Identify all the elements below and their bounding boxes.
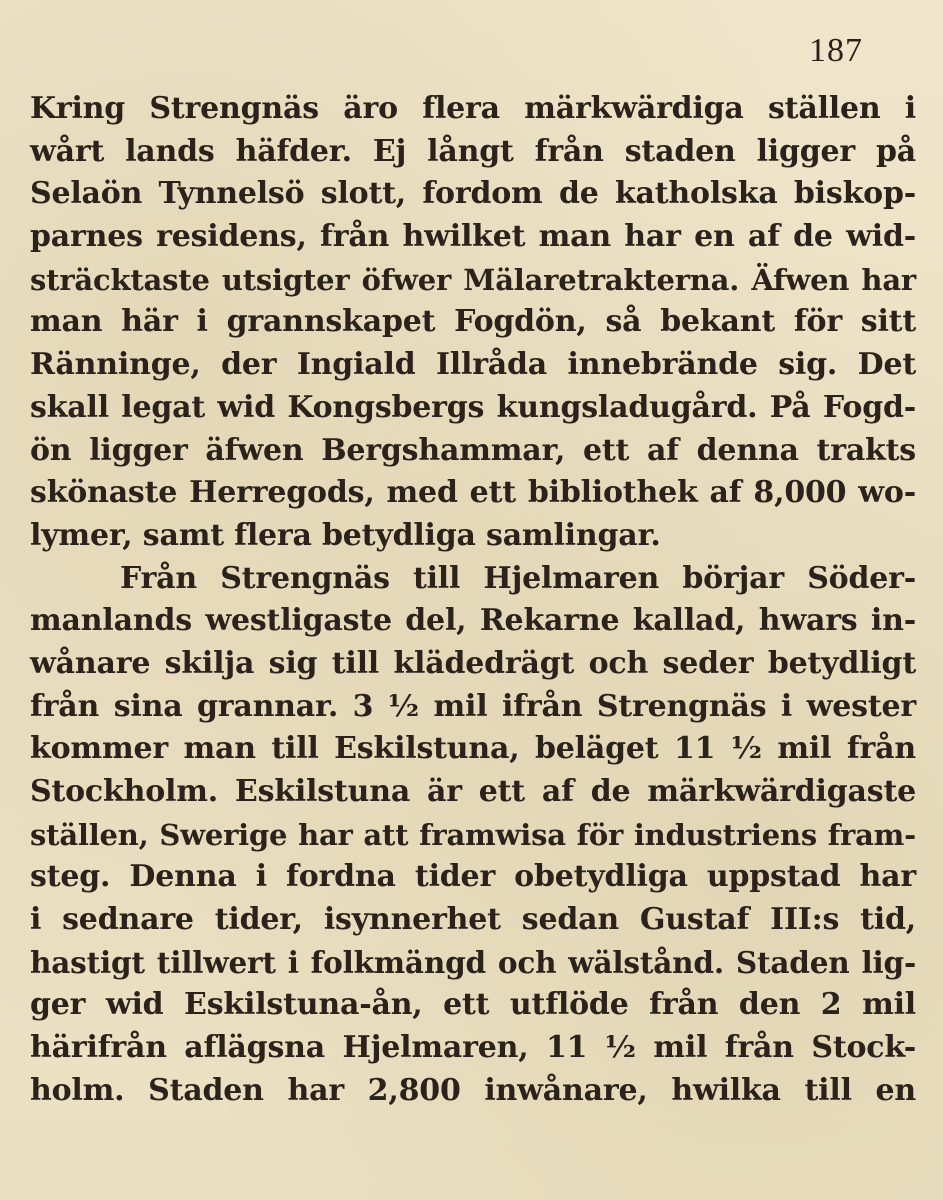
text-line: hastigt tillwert i folkmängd och wälstånd. Staden lig- (30, 944, 916, 980)
text-line: ställen, Swerige har att framwisa för industriens fram- (30, 817, 916, 852)
text-line: holm. Staden har 2,800 inwånare, hwilka till en (30, 1072, 916, 1108)
text-line: Ränninge, der Ingiald Illråda innebrände sig. Det (30, 347, 916, 383)
text-line: ger wid Eskilstuna-ån, ett utflöde från den 2 mil (30, 987, 916, 1023)
text-line: steg. Denna i fordna tider obetydliga uppstad har (30, 859, 916, 895)
text-line: lymer, samt flera betydliga samlingar. (30, 517, 661, 553)
text-line: sträcktaste utsigter öfwer Mälaretrakterna. Äfwen har (30, 262, 916, 297)
paragraph-2 (30, 558, 916, 1113)
text-line: Selaön Tynnelsö slott, fordom de katholska biskop- (30, 176, 916, 212)
text-line: härifrån aflägsna Hjelmaren, 11 ½ mil från Stock- (30, 1030, 916, 1066)
text-body (30, 88, 916, 1113)
text-line: man här i grannskapet Fogdön, så bekant för sitt (30, 304, 916, 340)
text-line: i sednare tider, isynnerhet sedan Gustaf III:s tid, (30, 902, 916, 938)
paragraph-1 (30, 88, 916, 558)
text-line: Kring Strengnäs äro flera märkwärdiga ställen i (30, 91, 916, 126)
text-line: manlands westligaste del, Rekarne kallad, hwars in- (30, 603, 916, 639)
text-line: wårt lands häfder. Ej långt från staden ligger på (30, 133, 916, 169)
text-line: skönaste Herregods, med ett bibliothek af 8,000 wo- (30, 475, 916, 511)
text-line: Stockholm. Eskilstuna är ett af de märkwärdigaste (30, 774, 916, 809)
text-line: skall legat wid Kongsbergs kungsladugård. På Fogd- (30, 389, 916, 425)
text-line: kommer man till Eskilstuna, beläget 11 ½ mil från (30, 731, 916, 767)
text-line: Från Strengnäs till Hjelmaren börjar Söder- (120, 560, 916, 596)
page-number: 187 (809, 32, 863, 69)
text-line: ön ligger äfwen Bergshammar, ett af denna trakts (30, 432, 916, 468)
text-line: wånare skilja sig till klädedrägt och seder betydligt (30, 645, 916, 681)
text-line: parnes residens, från hwilket man har en af de wid- (30, 219, 916, 255)
text-line: från sina grannar. 3 ½ mil ifrån Strengnäs i wester (30, 688, 916, 724)
